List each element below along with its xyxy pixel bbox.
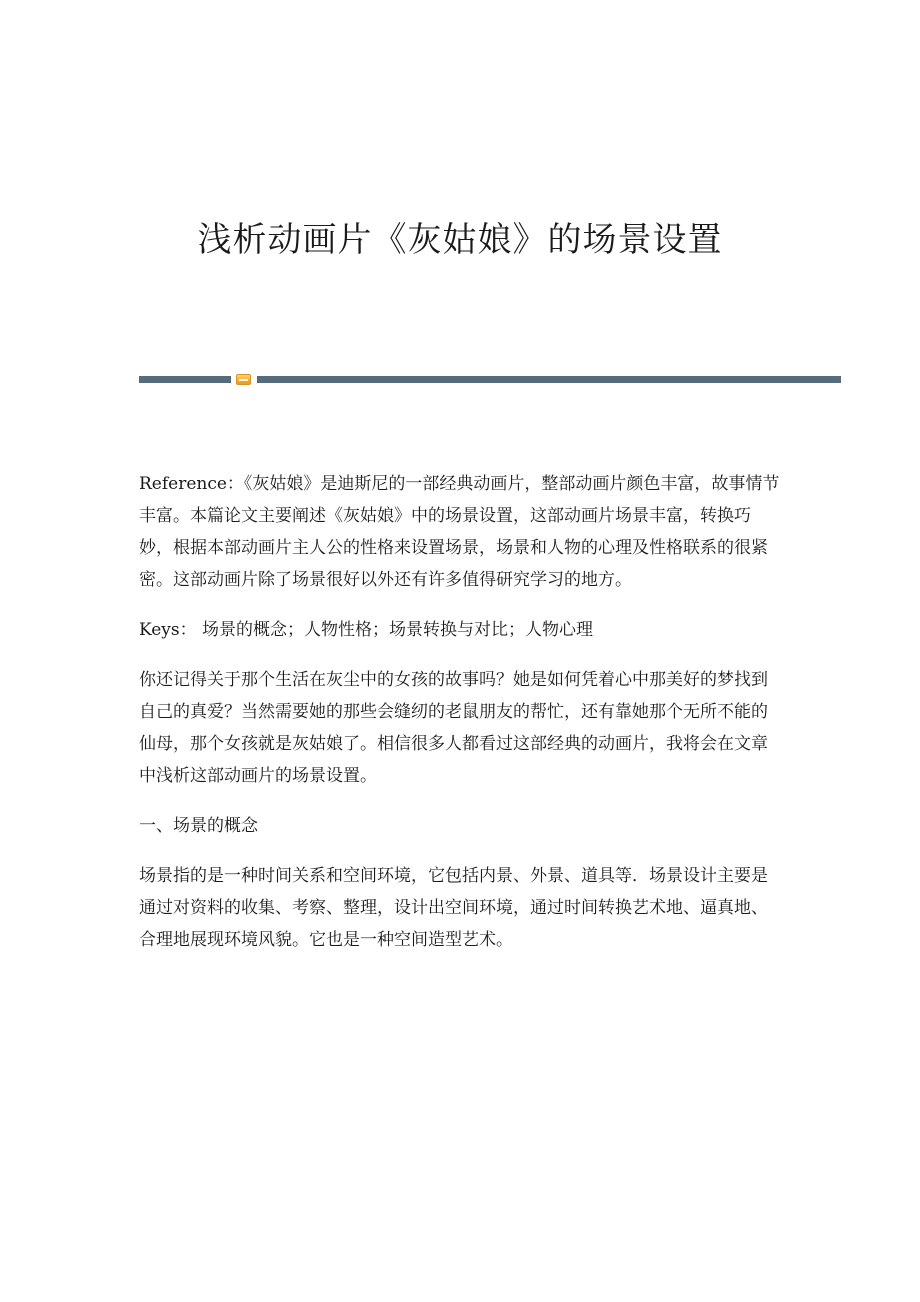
document-title: 浅析动画片《灰姑娘》的场景设置 — [197, 220, 723, 260]
divider-bar-left — [139, 376, 231, 383]
abstract-paragraph: Reference：《灰姑娘》是迪斯尼的一部经典动画片，整部动画片颜色丰富，故事情节丰富。本篇论文主要阐述《灰姑娘》中的场景设置，这部动画片场景丰富，转换巧妙，根据本部动画片主人公的性格来设置场景，场景和人物的心理及性格联系的很紧密。这部动画片除了场景很好以外还有许多值得研究学习的地方。 — [139, 474, 780, 590]
document-body — [139, 468, 781, 974]
divider-bar-right — [257, 376, 841, 383]
section-heading: 一、场景的概念 — [139, 816, 258, 836]
keywords-paragraph: Keys： 场景的概念；人物性格；场景转换与对比；人物心理 — [139, 620, 594, 640]
divider-ornament-icon — [236, 374, 251, 385]
title-divider — [139, 374, 841, 386]
intro-paragraph: 你还记得关于那个生活在灰尘中的女孩的故事吗？她是如何凭着心中那美好的梦找到自己的真爱？当然需要她的那些会缝纫的老鼠朋友的帮忙，还有靠她那个无所不能的仙母，那个女孩就是灰姑娘了。相信很多人都看过这部经典的动画片，我将会在文章中浅析这部动画片的场景设置。 — [139, 670, 768, 786]
section-paragraph: 场景指的是一种时间关系和空间环境，它包括内景、外景、道具等．场景设计主要是通过对资料的收集、考察、整理，设计出空间环境，通过时间转换艺术地、逼真地、合理地展现环境风貌。它也是一种空间造型艺术。 — [139, 866, 768, 950]
